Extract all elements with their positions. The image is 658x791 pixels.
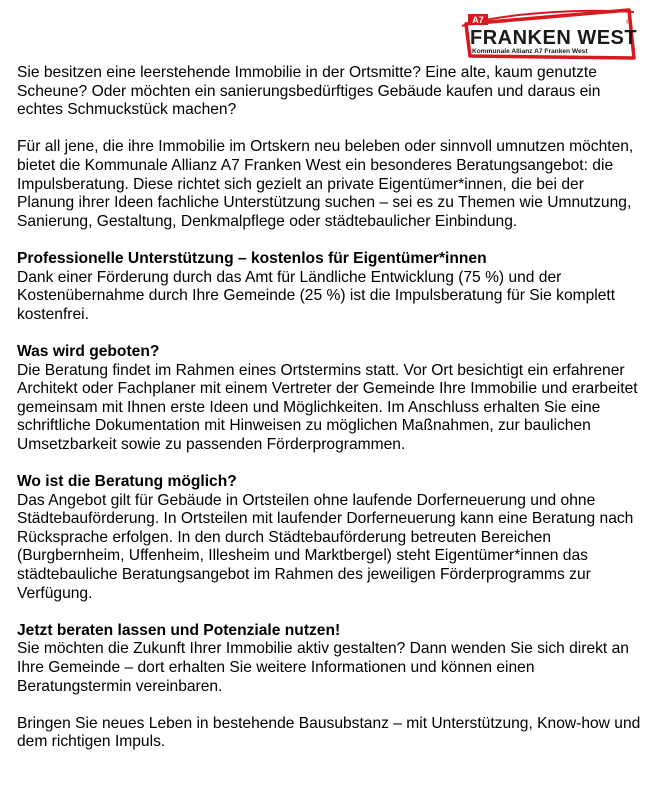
section-heading: Professionelle Unterstützung – kostenlos für Eigentümer*innen	[17, 249, 487, 267]
franken-west-logo-graphic	[458, 6, 642, 64]
section-cost	[17, 250, 641, 324]
section-heading: Wo ist die Beratung möglich?	[17, 473, 237, 491]
section-availability	[17, 473, 641, 603]
logo-brand: FRANKEN WEST	[470, 27, 638, 49]
section-text: Das Angebot gilt für Gebäude in Ortsteilen ohne laufende Dorferneuerung und ohne Städtebauförderung. In Ortsteilen mit laufender Dorferneuerung kann eine Beratung nach Rücksprache erfolgen. In den durch Städtebauförderung betreuten Bereichen (Burgbernheim, Uffenheim, Illesheim und Marktbergel) steht Eigentümer*innen das städtebauliche Beratungsangebot im Rahmen des jeweiligen Förderprogramms zur Verfügung.	[17, 491, 634, 602]
logo-registered: ®	[626, 20, 631, 26]
section-text: Sie möchten die Zukunft Ihrer Immobilie aktiv gestalten? Dann wenden Sie sich direkt an Ihre Gemeinde – dort erhalten Sie weitere Informationen und können einen Beratungstermin vereinbaren.	[17, 640, 629, 695]
section-heading: Was wird geboten?	[17, 342, 160, 360]
section-text: Die Beratung findet im Rahmen eines Ortstermins statt. Vor Ort besichtigt ein erfahrener Architekt oder Fachplaner mit einem Vertreter der Gemeinde Ihre Immobilie und erarbeitet gemeinsam mit Ihnen erste Ideen und Möglichkeiten. Im Anschluss erhalten Sie eine schriftliche Dokumentation mit Hinweisen zu möglichen Maßnahmen, zur baulichen Umsetzbarkeit sowie zu passenden Förderprogrammen.	[17, 361, 638, 453]
franken-west-logo	[458, 6, 642, 64]
section-offer-details	[17, 343, 641, 455]
section-text: Dank einer Förderung durch das Amt für Ländliche Entwicklung (75 %) und der Kostenübernahme durch Ihre Gemeinde (25 %) ist die Impulsberatung für Sie komplett kostenfrei.	[17, 268, 616, 323]
intro-paragraph: Sie besitzen eine leerstehende Immobilie in der Ortsmitte? Eine alte, kaum genutzte Scheune? Oder möchten ein sanierungsbedürftiges Gebäude kaufen und daraus ein echtes Schmuckstück machen?	[17, 64, 601, 119]
document-body	[17, 64, 641, 771]
logo-badge: A7	[472, 15, 484, 25]
closing-paragraph: Bringen Sie neues Leben in bestehende Bausubstanz – mit Unterstützung, Know-how und dem richtigen Impuls.	[17, 714, 641, 751]
logo-tagline: Kommunale Allianz A7 Franken West	[472, 48, 588, 55]
offer-paragraph: Für all jene, die ihre Immobilie im Ortskern neu beleben oder sinnvoll umnutzen möchten, bietet die Kommunale Allianz A7 Franken West ein besonderes Beratungsangebot: die Impulsberatung. Diese richtet sich gezielt an private Eigentümer*innen, die bei der Planung ihrer Ideen fachliche Unterstützung suchen – sei es zu Themen wie Umnutzung, Sanierung, Gestaltung, Denkmalpflege oder städtebaulicher Einbindung.	[17, 138, 634, 230]
section-heading: Jetzt beraten lassen und Potenziale nutzen!	[17, 621, 341, 639]
section-call-to-action	[17, 622, 641, 696]
